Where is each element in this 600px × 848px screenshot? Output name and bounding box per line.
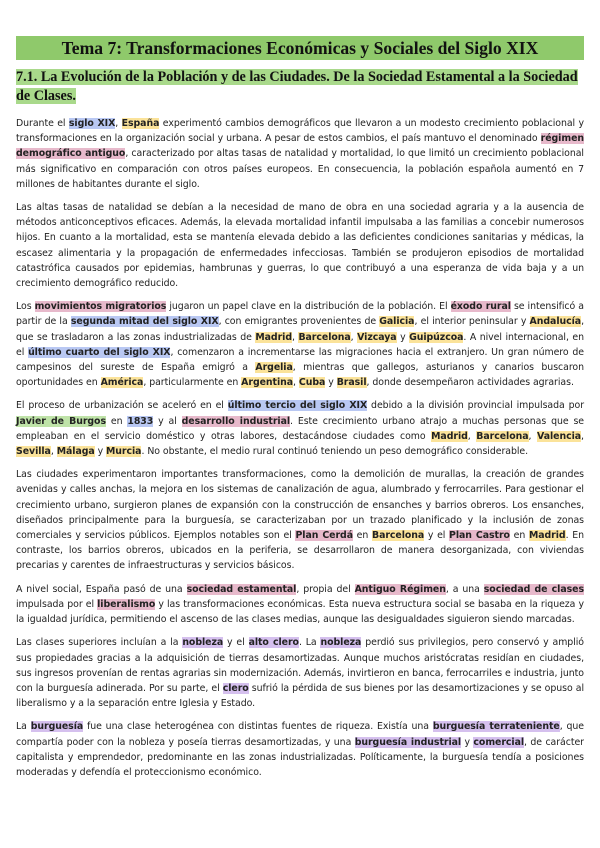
text-run: , (350, 331, 358, 343)
text-run: y las transformaciones económicas. Esta nueva estructura social se basaba en la riqueza y la igualdad jurídica, permitiendo el ascenso de las clases medias, aunque las desigualdades siguieron siendo marcadas. (16, 598, 584, 626)
text-run: . La (298, 637, 321, 649)
highlighted-term: segunda mitad del siglo XIX (70, 316, 219, 328)
highlighted-term: Málaga (56, 446, 95, 458)
highlighted-term: último cuarto del siglo XIX (28, 346, 171, 358)
highlighted-term: régimen demográfico antiguo (16, 133, 584, 160)
highlighted-term: Cuba (298, 377, 326, 389)
highlighted-term: Argelia (255, 362, 293, 374)
paragraph (16, 398, 584, 459)
highlighted-term: movimientos migratorios (34, 301, 167, 313)
text-run: y (325, 377, 337, 389)
text-run: en (105, 415, 128, 427)
section-heading (16, 68, 584, 106)
highlighted-term: burguesía industrial (354, 736, 462, 748)
highlighted-term: Madrid (528, 530, 566, 542)
text-run: . A nivel internacional, en el (16, 331, 584, 358)
highlighted-term: sociedad estamental (186, 583, 297, 595)
text-run: en (509, 530, 529, 542)
text-run: en (352, 530, 372, 542)
text-run: y (94, 446, 107, 458)
text-run: , (467, 430, 477, 442)
text-run: , mientras que gallegos, asturianos y canarios buscaron oportunidades en (16, 362, 584, 389)
highlighted-term: Madrid (255, 331, 292, 343)
text-run: y (461, 736, 474, 748)
highlighted-term: Valencia (537, 430, 582, 442)
highlighted-term: Antiguo Régimen (354, 583, 446, 595)
highlighted-term: Barcelona (298, 331, 351, 343)
text-run: Los (16, 301, 35, 313)
text-run: jugaron un papel clave en la distribución de la población. El (166, 301, 451, 313)
highlighted-term: último tercio del siglo XIX (227, 400, 368, 412)
text-run: , que compartía poder con la nobleza y poseía tierras desamortizadas, y una (16, 721, 584, 748)
highlighted-term: burguesía (30, 721, 84, 733)
paragraph (16, 467, 584, 573)
highlighted-term: Sevilla (16, 446, 51, 458)
text-run: . En contraste, los barrios obreros, ubicados en la periferia, se desarrollaron de manera desorganizada, con viviendas precarias y carentes de infraestructuras y servicios básicos. (16, 530, 584, 572)
text-run: , (115, 118, 122, 129)
text-run: El proceso de urbanización se aceleró en el (16, 400, 228, 412)
text-run: . No obstante, el medio rural continuó teniendo un peso demográfico considerable. (141, 446, 529, 458)
paragraph (16, 719, 584, 780)
text-run: , caracterizado por altas tasas de natalidad y mortalidad, lo que limitó un crecimiento poblacional más significativo en comparación con otros países europeos. En consecuencia, la población española aumentó en 7 millones de habitantes durante el siglo. (16, 148, 584, 190)
text-run: , el interior peninsular y (414, 316, 530, 328)
text-run: , (50, 446, 57, 458)
text-run: , (293, 377, 299, 389)
text-run: La (16, 721, 31, 733)
highlighted-term: España (121, 118, 160, 129)
paragraph (16, 116, 584, 192)
highlighted-term: comercial (473, 736, 525, 748)
page-title: Tema 7: Transformaciones Económicas y Sociales del Siglo XIX (16, 36, 584, 60)
text-run: Durante el (16, 118, 69, 129)
text-run: , (528, 430, 538, 442)
highlighted-term: Guipúzcoa (409, 331, 464, 343)
highlighted-term: desarrollo industrial (181, 415, 291, 427)
highlighted-term: Madrid (431, 430, 468, 442)
highlighted-term: Plan Castro (449, 530, 510, 542)
text-run: , a una (445, 583, 484, 595)
document-body (16, 116, 584, 780)
text-run: , con emigrantes provenientes de (218, 316, 380, 328)
highlighted-term: sociedad de clases (483, 583, 584, 595)
highlighted-term: siglo XIX (68, 118, 116, 129)
text-run: Las altas tasas de natalidad se debían a la necesidad de mano de obra en una sociedad agraria y a la ausencia de métodos anticonceptivos eficaces. Además, la elevada mortalidad infantil impulsaba a las familias a concebir numerosos hijos. En cuanto a la mortalidad, esta se mantenía elevada debido a las deficientes condiciones sanitarias y médicas, la escasez alimentaria y la propagación de enfermedades infecciosas. También se produjeron episodios de mortalidad catastrófica causados por epidemias, hambrunas y guerras, lo que contribuyó a una esperanza de vida baja y a un crecimiento demográfico reducido. (16, 202, 584, 290)
text-run: , que se trasladaron a las zonas industrializadas de (16, 316, 584, 343)
text-run: , comenzaron a incrementarse las migraciones hacia el extranjero. Un gran número de campesinos del sureste de España emigró a (16, 346, 584, 374)
highlighted-term: nobleza (182, 637, 224, 649)
highlighted-term: nobleza (320, 637, 362, 649)
text-run: , (581, 430, 584, 442)
highlighted-term: 1833 (127, 415, 154, 427)
paragraph (16, 582, 584, 628)
paragraph (16, 635, 584, 711)
text-run: experimentó cambios demográficos que llevaron a un modesto crecimiento poblacional y transformaciones en la organización social y urbana. A pesar de estos cambios, el país mantuvo el denominado (16, 118, 585, 145)
highlighted-term: Plan Cerdá (295, 530, 353, 542)
highlighted-term: Javier de Burgos (16, 415, 106, 427)
highlighted-term: éxodo rural (450, 301, 511, 313)
highlighted-term: Barcelona (371, 530, 425, 542)
highlighted-term: Barcelona (476, 430, 529, 442)
paragraph (16, 299, 584, 390)
highlighted-term: liberalismo (97, 598, 156, 610)
text-run: perdió sus privilegios, pero conservó y amplió sus propiedades gracias a la adquisición de tierras desamortizadas. Aunque muchos aristócratas residían en ciudades, sus ingresos provenían de rentas agrarias sin modernización. Además, invirtieron en banca, ferrocarriles e industria, junto con la burguesía adinerada. Por su parte, el (16, 637, 584, 694)
text-run: debido a la división provincial impulsada por (367, 400, 584, 412)
text-run: sufrió la pérdida de sus bienes por las desamortizaciones y se opuso al liberalismo y a la separación entre Iglesia y Estado. (16, 682, 584, 710)
text-run: A nivel social, España pasó de una (16, 583, 187, 595)
highlighted-term: Galicia (379, 316, 415, 328)
text-run: , particularmente en (143, 377, 242, 389)
text-run: y el (424, 530, 450, 542)
highlighted-term: Andalucía (529, 316, 582, 328)
text-run: se intensificó a partir de la (16, 301, 584, 328)
paragraph (16, 200, 584, 291)
text-run: fue una clase heterogénea con distintas fuentes de riqueza. Existía una (83, 721, 433, 733)
text-run: y el (223, 637, 249, 649)
text-run: , propia del (296, 583, 355, 595)
section-heading-text: 7.1. La Evolución de la Población y de las Ciudades. De la Sociedad Estamental a la Sociedad de Clases. (16, 69, 578, 104)
highlighted-term: América (100, 377, 144, 389)
text-run: , donde desempeñaron actividades agrarias. (366, 377, 574, 389)
highlighted-term: Murcia (106, 446, 142, 458)
highlighted-term: clero (222, 682, 249, 694)
text-run: y al (153, 415, 182, 427)
highlighted-term: Brasil (336, 377, 367, 389)
text-run: impulsada por el (16, 598, 98, 610)
text-run: , (291, 331, 299, 343)
text-run: Las clases superiores incluían a la (16, 637, 183, 649)
highlighted-term: alto clero (248, 637, 299, 649)
text-run: . Este crecimiento urbano atrajo a muchas personas que se empleaban en el servicio doméstico y otras labores, destacándose ciudades como (16, 415, 585, 442)
highlighted-term: Argentina (241, 377, 294, 389)
highlighted-term: burguesía terrateniente (432, 721, 560, 733)
highlighted-term: Vizcaya (357, 331, 397, 343)
text-run: y (396, 331, 410, 343)
text-run: Las ciudades experimentaron importantes transformaciones, como la demolición de murallas, la creación de grandes avenidas y calles anchas, la mejora en los sistemas de canalización de agua, alumbrado y ferrocarriles. Para gestionar el crecimiento urbano, surgieron planes de expansión con la construcción de ensanches y barrios obreros. Los ensanches, diseñados principalmente para la burguesía, se caracterizaban por un trazado planificado y la inclusión de zonas comerciales y servicios públicos. Ejemplos notables son el (16, 469, 584, 542)
text-run: , de carácter capitalista y emprendedor, predominante en las zonas industrializadas. Políticamente, la burguesía tendía a posiciones moderadas y defendía el proteccionismo económico. (16, 736, 584, 778)
